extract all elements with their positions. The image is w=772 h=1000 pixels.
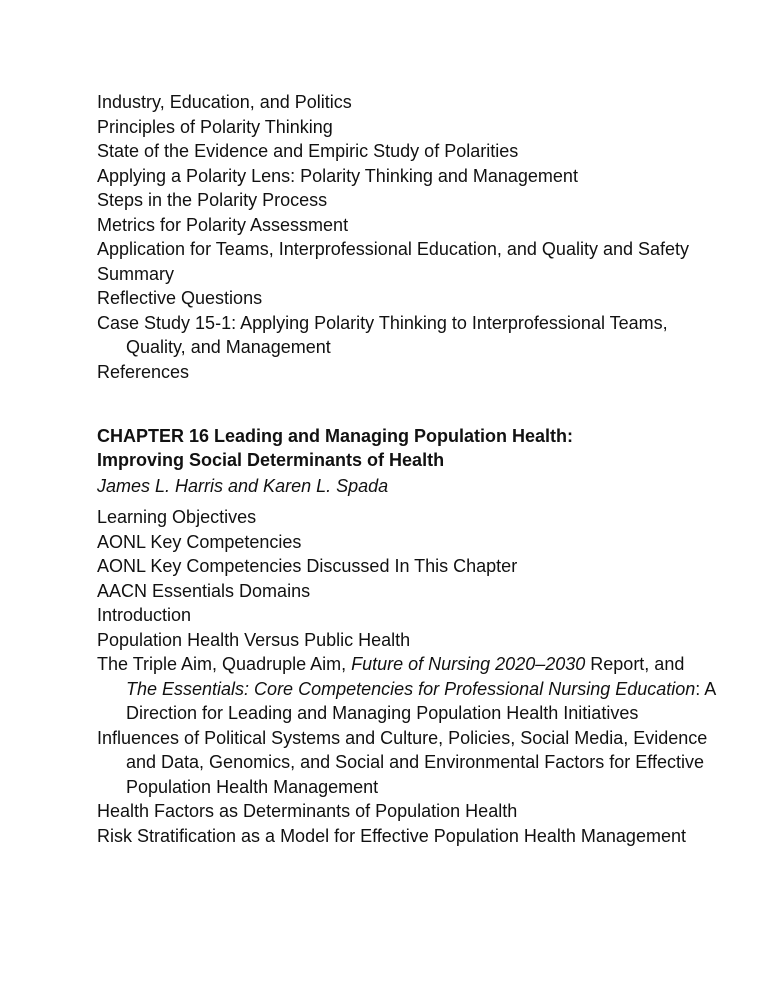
toc-entry[interactable]: AONL Key Competencies Discussed In This Chapter xyxy=(97,556,518,576)
toc-list-chapter-15 xyxy=(97,90,717,384)
toc-entry[interactable]: Applying a Polarity Lens: Polarity Thinking and Management xyxy=(97,165,578,186)
toc-entry[interactable]: Steps in the Polarity Process xyxy=(97,190,328,210)
chapter-title-line-2: Improving Social Determinants of Health xyxy=(97,450,445,470)
chapter-title-line-1: CHAPTER 16 Leading and Managing Population Health: xyxy=(97,426,574,446)
toc-entry[interactable]: AONL Key Competencies xyxy=(97,531,302,552)
toc-entry[interactable]: Application for Teams, Interprofessional Education, and Quality and Safety xyxy=(97,239,690,259)
toc-entry[interactable]: Case Study 15-1: Applying Polarity Thinking to Interprofessional Teams, Quality, and Management xyxy=(97,312,668,357)
triple-aim-italic-2: The Essentials: Core Competencies for Professional Nursing Education xyxy=(126,678,696,699)
triple-aim-text-3: : A Direction for Leading and Managing Population Health Initiatives xyxy=(126,678,716,723)
toc-entry[interactable]: Learning Objectives xyxy=(97,507,257,527)
toc-entry[interactable]: Risk Stratification as a Model for Effective Population Health Management xyxy=(97,825,686,846)
triple-aim-text-1: The Triple Aim, Quadruple Aim, xyxy=(97,654,352,674)
toc-entry[interactable]: State of the Evidence and Empiric Study of Polarities xyxy=(97,141,519,161)
toc-entry[interactable]: Introduction xyxy=(97,605,192,625)
toc-entry[interactable]: Influences of Political Systems and Culture, Policies, Social Media, Evidence and Data, Genomics, and Social and Environmental Factors for Effective Population Health Management xyxy=(97,727,708,797)
toc-entry[interactable]: Health Factors as Determinants of Population Health xyxy=(97,801,518,821)
chapter-heading[interactable] xyxy=(97,424,697,472)
toc-entry-triple-aim[interactable] xyxy=(97,652,717,726)
toc-entry[interactable]: Industry, Education, and Politics xyxy=(97,92,352,112)
toc-entry[interactable]: Summary xyxy=(97,263,175,284)
toc-entry[interactable]: Metrics for Polarity Assessment xyxy=(97,214,349,235)
triple-aim-text-2: Report, and xyxy=(585,654,685,674)
toc-entry[interactable]: Principles of Polarity Thinking xyxy=(97,116,333,137)
toc-list-chapter-16 xyxy=(97,505,717,848)
toc-entry[interactable]: Population Health Versus Public Health xyxy=(97,629,411,650)
toc-entry[interactable]: References xyxy=(97,361,190,382)
chapter-authors: James L. Harris and Karen L. Spada xyxy=(97,476,389,496)
toc-entry[interactable]: Reflective Questions xyxy=(97,288,263,308)
toc-entry[interactable]: AACN Essentials Domains xyxy=(97,580,311,601)
triple-aim-italic-1: Future of Nursing 2020–2030 xyxy=(351,654,586,674)
